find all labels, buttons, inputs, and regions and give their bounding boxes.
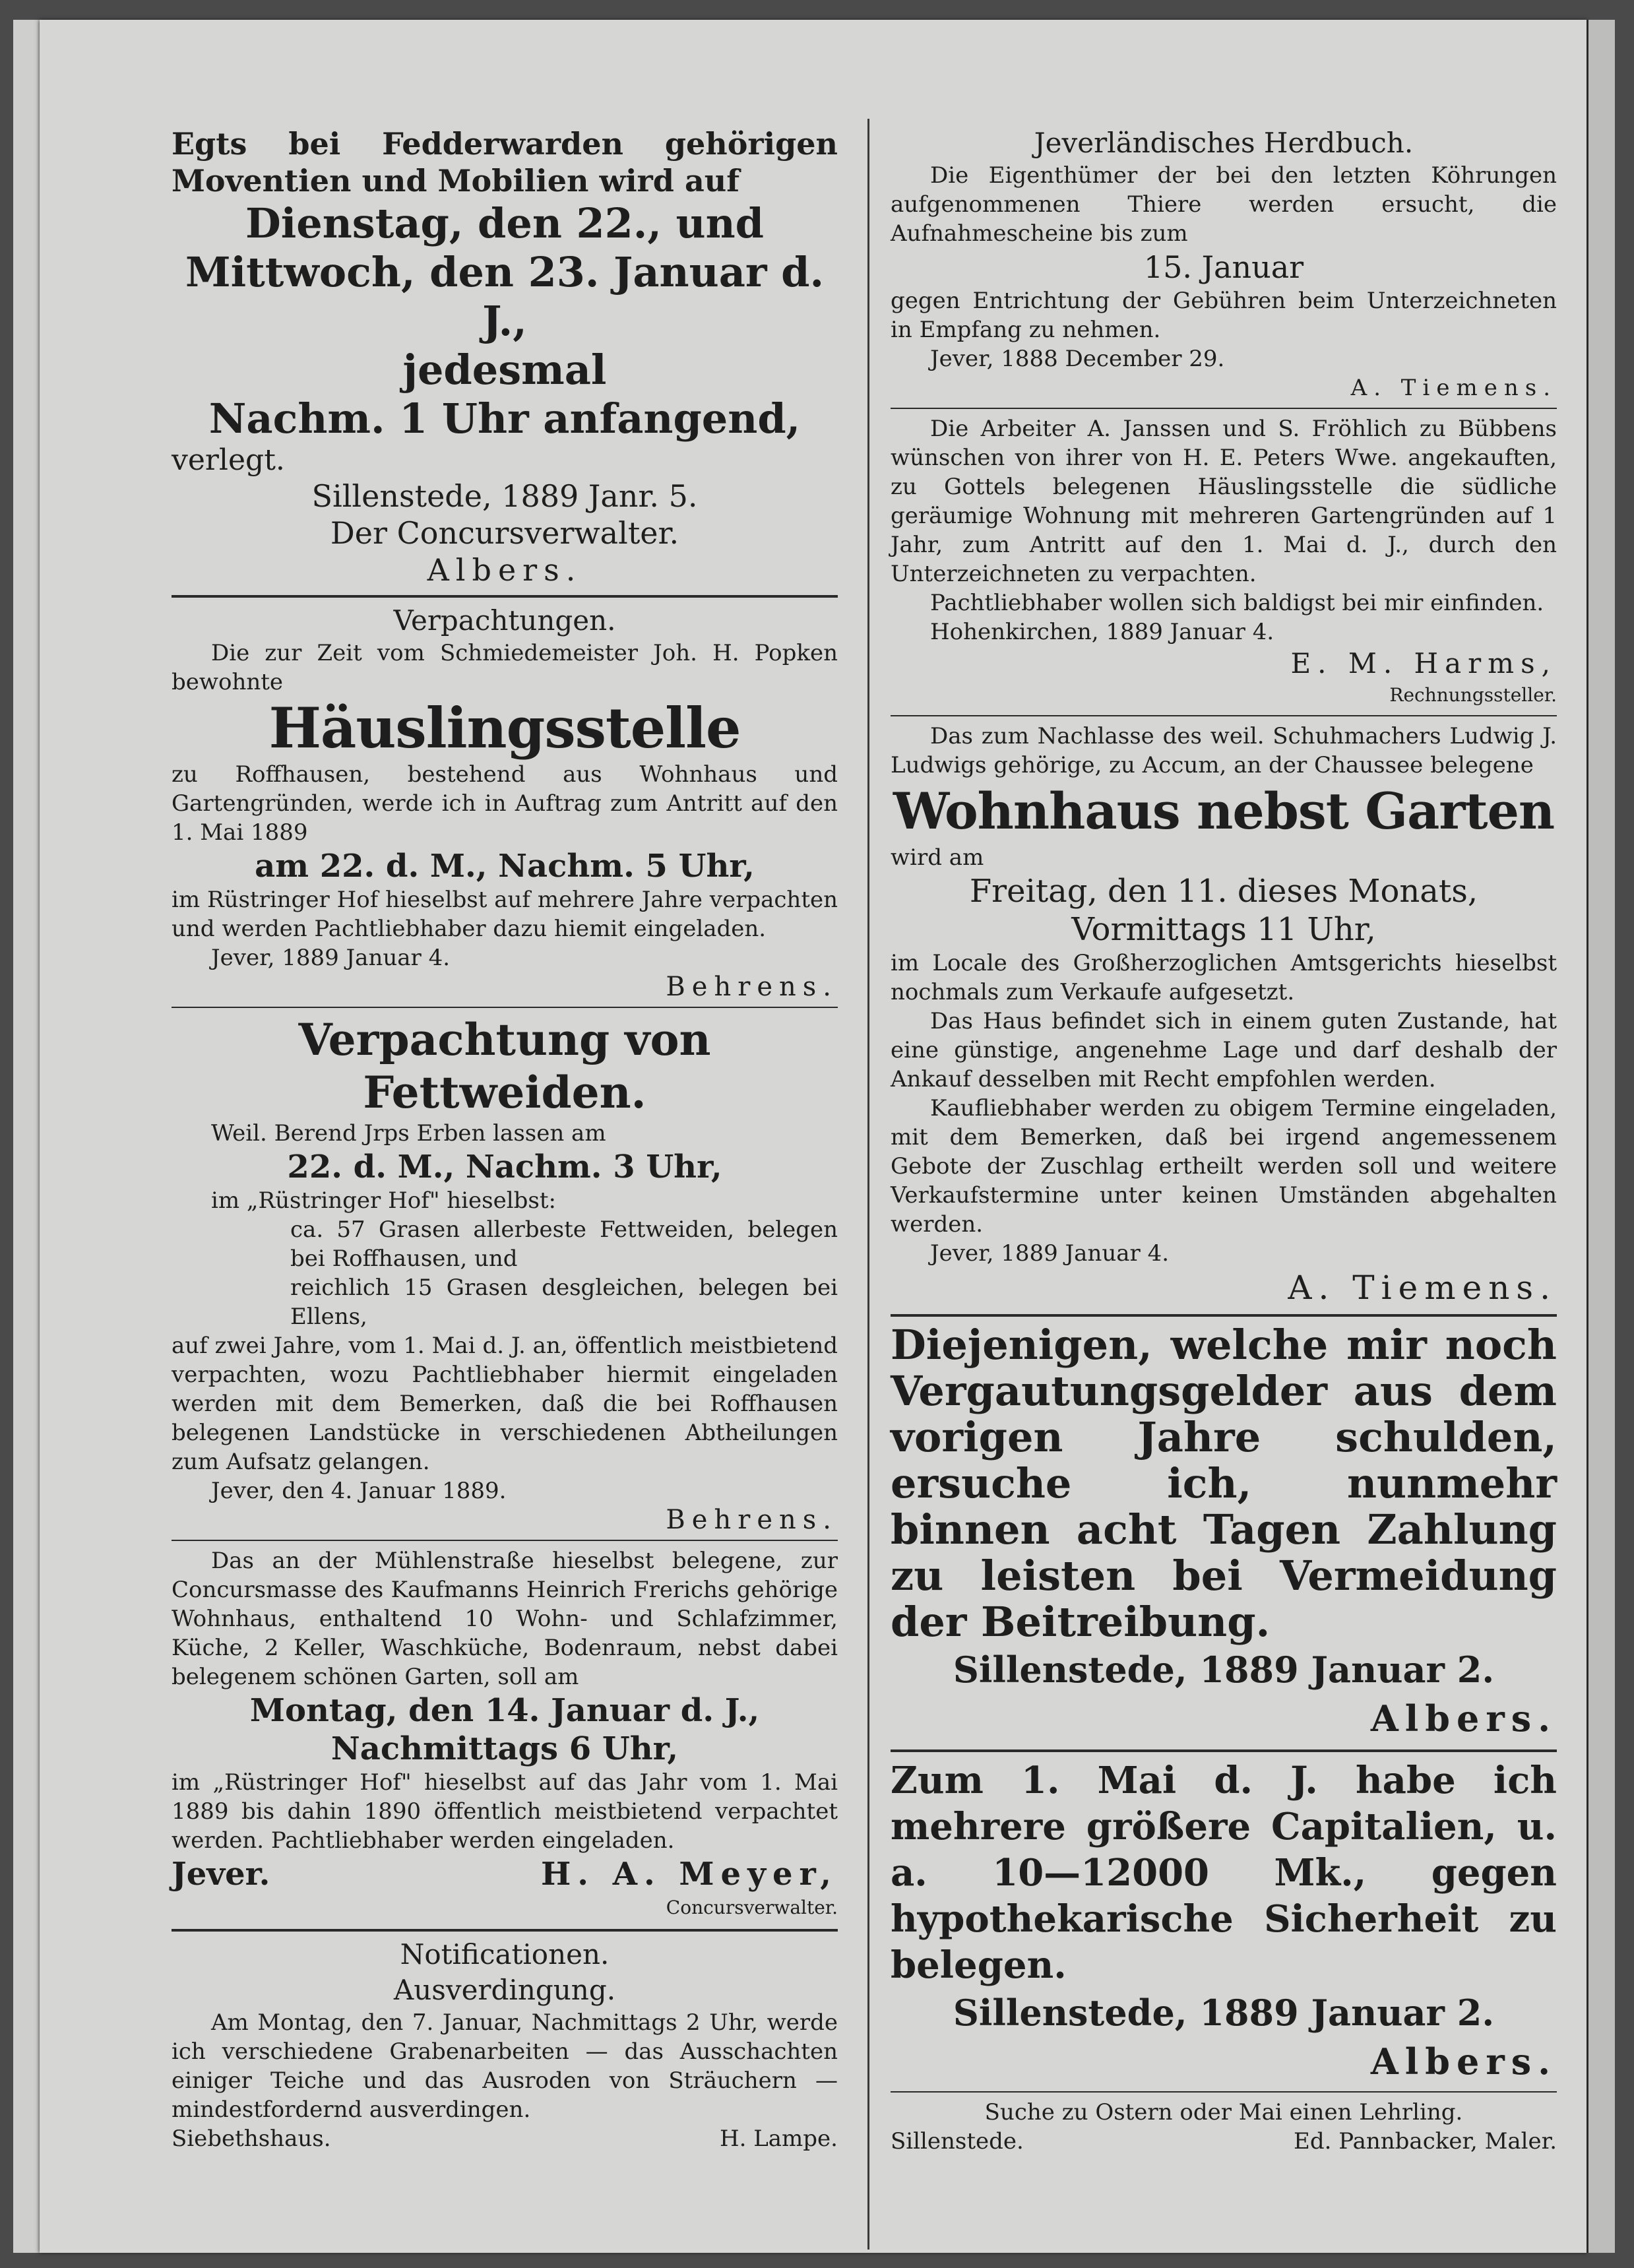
- ad-place-date: Sillenstede, 1889 Janr. 5.: [311, 478, 698, 514]
- ad-date: am 22. d. M., Nachm. 5 Uhr,: [255, 848, 755, 885]
- ad-title: Ausverdingung.: [393, 1974, 616, 2006]
- ad-wohnung-verpachtung: [891, 414, 1557, 710]
- right-column: [891, 125, 1557, 2156]
- ad-capitalien: [891, 1757, 1557, 2086]
- ad-text: Die zur Zeit vom Schmiedemeister Joh. H. Popken bewohnte: [172, 640, 838, 695]
- ad-date: 15. Januar: [1143, 249, 1304, 285]
- ad-muehlenstrasse: [172, 1546, 838, 1922]
- ad-place-date: Sillenstede, 1889 Januar 2.: [953, 1992, 1495, 2034]
- ad-role: Der Concursverwalter.: [330, 515, 679, 551]
- column-divider: [867, 119, 869, 2250]
- ad-signer: Albers.: [1370, 2040, 1557, 2083]
- ad-title: Häuslingsstelle: [268, 695, 741, 761]
- ad-text: Am Montag, den 7. Januar, Nachmittags 2 Uhr, werde ich verschiedene Grabenarbeiten — das Ausschachten einiger Teiche und das Ausroden von Sträuchern — mindestfordernd ausverdingen.: [172, 2009, 838, 2123]
- ad-text: Pachtliebhaber wollen sich baldigst bei mir einfinden.: [930, 590, 1544, 616]
- ad-time: Vormittags 11 Uhr,: [1071, 911, 1376, 948]
- ad-text: auf zwei Jahre, vom 1. Mai d. J. an, öffentlich meistbietend verpachten, wozu Pachtliebhaber hiermit eingeladen werden mit dem Bemerken, daß die bei Roffhausen belegenen Landstücke in verschiedenen Abtheilungen zum Aufsatz gelangen.: [172, 1333, 838, 1475]
- ad-place-date: Jever, 1889 Januar 4.: [930, 1240, 1170, 1267]
- page-edge-left: [13, 20, 41, 2253]
- ad-date: Dienstag, den 22., und: [245, 199, 765, 247]
- ad-signer: H. A. Meyer,: [540, 1856, 838, 1893]
- ad-text: verlegt.: [172, 443, 285, 477]
- ad-item: ca. 57 Grasen allerbeste Fettweiden, belegen bei Roffhausen, und: [290, 1216, 838, 1272]
- ad-date: 22. d. M., Nachm. 3 Uhr,: [287, 1149, 722, 1185]
- ad-place-date: Jever.: [172, 1856, 270, 1893]
- ad-date: Montag, den 14. Januar d. J.,: [249, 1692, 760, 1729]
- ad-signer: H. Lampe.: [719, 2126, 838, 2152]
- ad-title: Verpachtung von Fettweiden.: [298, 1014, 711, 1118]
- ad-separator: [891, 715, 1557, 716]
- ad-place-date: Jever, 1888 December 29.: [930, 346, 1225, 372]
- ad-vergautungsgelder: [891, 1322, 1557, 1743]
- ad-signer: Behrens.: [666, 1505, 838, 1535]
- ad-date: Mittwoch, den 23. Januar d. J.,: [185, 248, 825, 345]
- ad-text: Kaufliebhaber werden zu obigem Termine eingeladen, mit dem Bemerken, daß bei irgend angemessenem Gebote der Zuschlag ertheilt werden soll und weitere Verkaufstermine unter keinen Umständen abgehalten werden.: [891, 1095, 1557, 1238]
- left-column: [172, 125, 838, 2153]
- ad-text: gegen Entrichtung der Gebühren beim Unterzeichneten in Empfang zu nehmen.: [891, 288, 1557, 343]
- ad-lehrling: [891, 2098, 1557, 2156]
- ad-intro: Egts bei Fedderwarden gehörigen Moventien und Mobilien wird auf: [172, 126, 838, 199]
- ad-place-date: Sillenstede, 1889 Januar 2.: [953, 1649, 1495, 1691]
- ad-item: reichlich 15 Grasen desgleichen, belegen bei Ellens,: [290, 1275, 838, 1330]
- ad-separator: [172, 1540, 838, 1541]
- ad-place-date: Hohenkirchen, 1889 Januar 4.: [930, 619, 1274, 645]
- page-edge-right: [1587, 20, 1615, 2253]
- ad-separator: [172, 1007, 838, 1008]
- ad-title: Wohnhaus nebst Garten: [893, 782, 1555, 840]
- ad-text: Die Arbeiter A. Janssen und S. Fröhlich zu Bübbens wünschen von ihrer von H. E. Peters Wwe. angekauften, zu Gottels belegenen Häuslingsstelle die südliche geräumige Wohnung mit mehreren Gartengründen auf 1 Jahr, zum Antritt auf den 1. Mai d. J., durch den Unterzeichneten zu verpachten.: [891, 416, 1557, 587]
- ad-place-date: Siebethshaus.: [172, 2126, 331, 2152]
- ad-place-date: Jever, 1889 Januar 4.: [211, 945, 451, 971]
- ad-separator: [172, 595, 838, 598]
- section-heading: Verpachtungen.: [393, 604, 616, 637]
- ad-text: zu Roffhausen, bestehend aus Wohnhaus und Gartengründen, werde ich in Auftrag zum Antritt auf den 1. Mai 1889: [172, 761, 838, 846]
- ad-wohnhaus-garten: [891, 722, 1557, 1307]
- ad-signer: Behrens.: [666, 972, 838, 1002]
- ad-separator: [891, 408, 1557, 409]
- ad-date: Freitag, den 11. dieses Monats,: [969, 873, 1478, 910]
- ad-signer: Ed. Pannbacker, Maler.: [1294, 2128, 1557, 2155]
- ad-text: wird am: [891, 844, 984, 871]
- ad-text: Diejenigen, welche mir noch Vergautungsgelder aus dem vorigen Jahre schulden, ersuche ich, nunmehr binnen acht Tagen Zahlung zu leisten bei Vermeidung der Beitreibung.: [891, 1321, 1557, 1646]
- ad-haeuslingsstelle: [172, 603, 838, 1001]
- ad-role: Concursverwalter.: [666, 1897, 838, 1918]
- ad-text: im „Rüstringer Hof" hieselbst auf das Jahr vom 1. Mai 1889 bis dahin 1890 öffentlich meistbietend verpachtet werden. Pachtliebhaber werden eingeladen.: [172, 1769, 838, 1854]
- ad-footer: [172, 1855, 838, 1893]
- ad-ausverdingung: [172, 1937, 838, 2153]
- ad-text: Suche zu Ostern oder Mai einen Lehrling.: [984, 2099, 1463, 2126]
- ad-fettweiden: [172, 1013, 838, 1534]
- ad-text: Weil. Berend Jrps Erben lassen am: [211, 1120, 606, 1147]
- ad-herdbuch: [891, 125, 1557, 402]
- ad-text: Die Eigenthümer der bei den letzten Köhrungen aufgenommenen Thiere werden ersucht, die Aufnahmescheine bis zum: [891, 162, 1557, 247]
- ad-signer: Albers.: [427, 552, 582, 588]
- ad-signer: A. Tiemens.: [1288, 1269, 1557, 1307]
- ad-footer: [172, 2124, 838, 2153]
- ad-time: Nachm. 1 Uhr anfangend,: [208, 394, 801, 443]
- section-heading: Notificationen.: [400, 1938, 610, 1970]
- ad-place-date: Jever, den 4. Januar 1889.: [211, 1478, 507, 1504]
- ad-text: Das an der Mühlenstraße hieselbst belegene, zur Concursmasse des Kaufmanns Heinrich Frerichs gehörige Wohnhaus, enthaltend 10 Wohn- und Schlafzimmer, Küche, 2 Keller, Waschküche, Bodenraum, nebst dabei belegenem schönen Garten, soll am: [172, 1548, 838, 1690]
- ad-separator: [172, 1929, 838, 1932]
- ad-text: im Locale des Großherzoglichen Amtsgerichts hieselbst nochmals zum Verkaufe aufgesetzt.: [891, 950, 1557, 1005]
- ad-text: Das Haus befindet sich in einem guten Zustande, hat eine günstige, angenehme Lage und darf deshalb der Ankauf desselben mit Recht empfohlen werden.: [891, 1008, 1557, 1092]
- ad-moventien: [172, 125, 838, 588]
- ad-separator: [891, 2091, 1557, 2093]
- ad-signer: A. Tiemens.: [1350, 375, 1557, 401]
- ad-title: Jeverländisches Herdbuch.: [1034, 127, 1414, 159]
- ad-separator: [891, 1314, 1557, 1317]
- ad-time: Nachmittags 6 Uhr,: [330, 1730, 679, 1767]
- ad-signer: E. M. Harms,: [1290, 647, 1557, 679]
- ad-text: im Rüstringer Hof hieselbst auf mehrere Jahre verpachten und werden Pachtliebhaber dazu hiemit eingeladen.: [172, 887, 838, 942]
- ad-text: Das zum Nachlasse des weil. Schuhmachers Ludwig J. Ludwigs gehörige, zu Accum, an der Chaussee belegene: [891, 723, 1557, 778]
- ad-footer: [891, 2127, 1557, 2156]
- ad-signer: Albers.: [1370, 1697, 1557, 1740]
- ad-text: im „Rüstringer Hof" hieselbst:: [211, 1187, 556, 1214]
- ad-role: Rechnungssteller.: [1389, 684, 1557, 706]
- ad-text: Zum 1. Mai d. J. habe ich mehrere größere Capitalien, u. a. 10—12000 Mk., gegen hypothekarische Sicherheit zu belegen.: [891, 1759, 1557, 1987]
- ad-place-date: Sillenstede.: [891, 2128, 1024, 2155]
- ad-date: jedesmal: [402, 346, 607, 394]
- ad-separator: [891, 1749, 1557, 1752]
